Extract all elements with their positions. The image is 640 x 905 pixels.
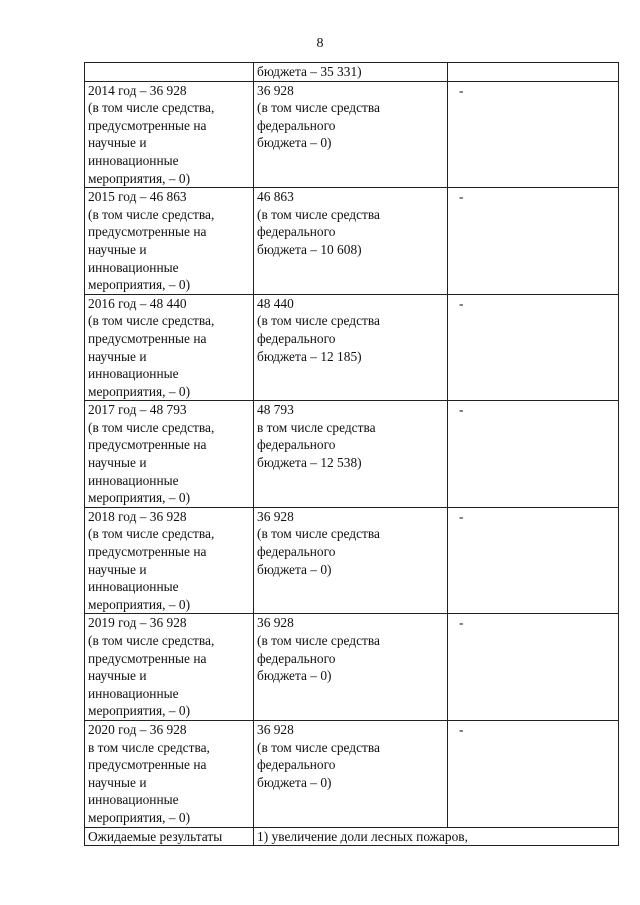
year-total-cell: 2015 год – 46 863 (в том числе средства, предусмотренные на научные и инновационные мероприятия, – 0) (85, 188, 254, 295)
other-sources-cell (448, 81, 619, 188)
expected-results-label: Ожидаемые результаты (85, 827, 254, 846)
other-sources-cell (448, 720, 619, 827)
dash-value: - (459, 721, 464, 737)
year-total-cell: 2019 год – 36 928 (в том числе средства, предусмотренные на научные и инновационные мероприятия, – 0) (85, 614, 254, 721)
table-row (85, 188, 619, 295)
dash-value: - (459, 508, 464, 524)
federal-budget-cell: 36 928 (в том числе средства федерального бюджета – 0) (254, 81, 448, 188)
table-row (85, 294, 619, 401)
federal-budget-cell: 48 440 (в том числе средства федерального бюджета – 12 185) (254, 294, 448, 401)
table-cell (85, 63, 254, 82)
year-total-cell: 2014 год – 36 928 (в том числе средства, предусмотренные на научные и инновационные мероприятия, – 0) (85, 81, 254, 188)
other-sources-cell (448, 294, 619, 401)
budget-table (84, 62, 619, 846)
federal-budget-cell: 36 928 (в том числе средства федерального бюджета – 0) (254, 720, 448, 827)
year-total-cell: 2020 год – 36 928 в том числе средства, предусмотренные на научные и инновационные мероприятия, – 0) (85, 720, 254, 827)
year-total-cell: 2016 год – 48 440 (в том числе средства, предусмотренные на научные и инновационные мероприятия, – 0) (85, 294, 254, 401)
table-row (85, 614, 619, 721)
table-row (85, 507, 619, 614)
year-total-cell: 2017 год – 48 793 (в том числе средства, предусмотренные на научные и инновационные мероприятия, – 0) (85, 401, 254, 508)
table-row (85, 827, 619, 846)
other-sources-cell (448, 401, 619, 508)
table-row (85, 401, 619, 508)
federal-budget-cell: 36 928 (в том числе средства федерального бюджета – 0) (254, 507, 448, 614)
dash-value: - (459, 189, 464, 205)
page-number: 8 (316, 36, 324, 51)
other-sources-cell (448, 188, 619, 295)
dash-value: - (459, 295, 464, 311)
table-row (85, 720, 619, 827)
table-cell (448, 63, 619, 82)
year-total-cell: 2018 год – 36 928 (в том числе средства, предусмотренные на научные и инновационные мероприятия, – 0) (85, 507, 254, 614)
other-sources-cell (448, 614, 619, 721)
dash-value: - (459, 82, 464, 98)
other-sources-cell (448, 507, 619, 614)
table-row (85, 63, 619, 82)
dash-value: - (459, 615, 464, 631)
table-row (85, 81, 619, 188)
federal-budget-cell: 36 928 (в том числе средства федерального бюджета – 0) (254, 614, 448, 721)
dash-value: - (459, 402, 464, 418)
federal-budget-cell: 46 863 (в том числе средства федерального бюджета – 10 608) (254, 188, 448, 295)
expected-results-text: 1) увеличение доли лесных пожаров, (254, 827, 619, 846)
federal-budget-cell: 48 793 в том числе средства федерального бюджета – 12 538) (254, 401, 448, 508)
table-cell: бюджета – 35 331) (254, 63, 448, 82)
